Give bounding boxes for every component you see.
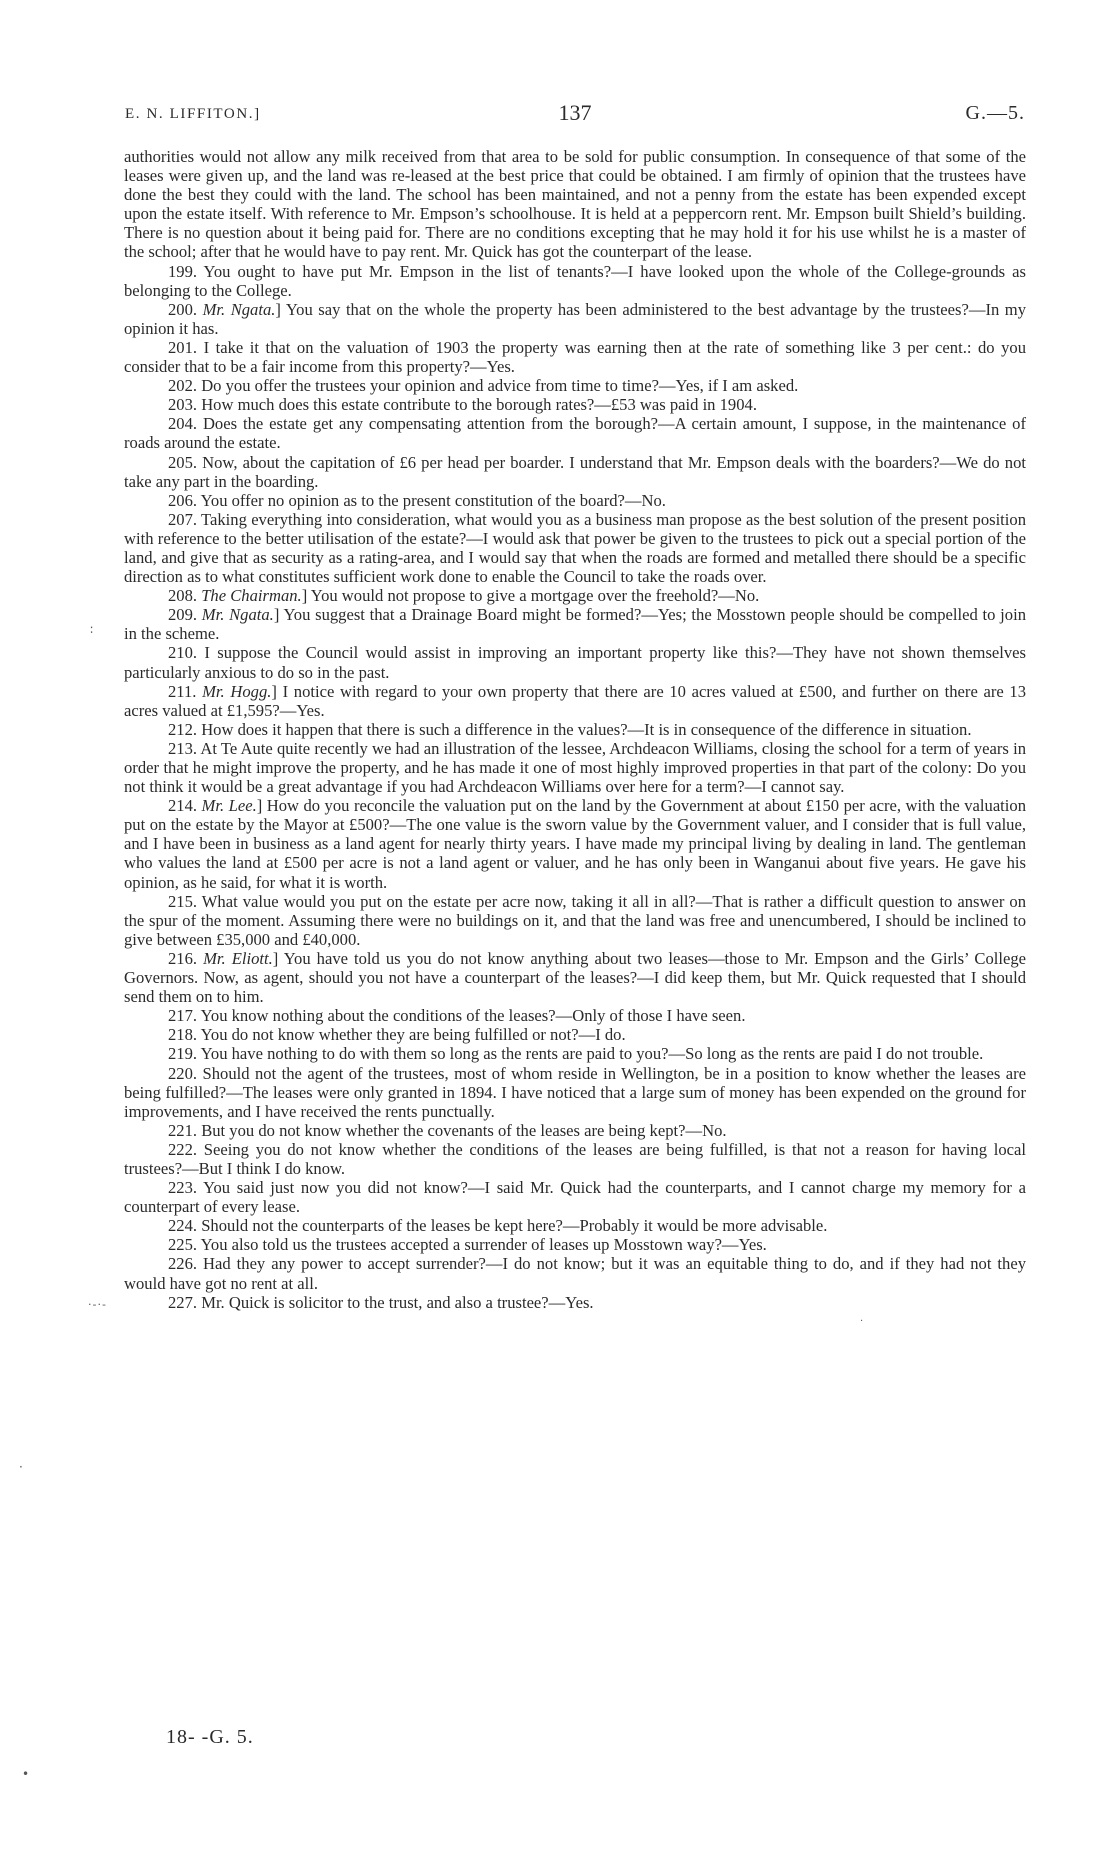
testimony-paragraph (124, 453, 1026, 491)
testimony-paragraph (124, 892, 1026, 949)
speaker-name: Mr. Ngata. (202, 299, 276, 319)
paragraph-text: ] You would not propose to give a mortgage over the freehold?—No. (301, 586, 760, 606)
testimony-paragraph (124, 491, 1026, 510)
margin-mark-icon: · (860, 1316, 864, 1327)
testimony-paragraph (124, 1025, 1026, 1044)
testimony-paragraph (124, 1178, 1026, 1216)
paragraph-text: 203. How much does this estate contribute to the borough rates?—£53 was paid in 1904. (168, 395, 757, 415)
paragraph-text: 224. Should not the counterparts of the leases be kept here?—Probably it would be more advisable. (168, 1216, 828, 1236)
testimony-paragraph (124, 586, 1026, 605)
margin-mark-icon: ·-·- (88, 1298, 107, 1311)
paragraph-text: ] You have told us you do not know anything about two leases—those to Mr. Empson and the Girls’ College Governors. Now, as agent, should you not have a counterpart of the leases?—I did keep them, but Mr. Quick requested that I should send them on to him. (124, 948, 1027, 1007)
speaker-name: Mr. Eliott. (203, 948, 273, 968)
paragraph-text: 209. (168, 605, 202, 625)
paragraph-text: 226. Had they any power to accept surrender?—I do not know; but it was an equitable thing to do, and if they had not they would have got no rent at all. (124, 1254, 1026, 1293)
paragraph-text: 213. At Te Aute quite recently we had an illustration of the lessee, Archdeacon Williams, closing the school for a term of years in order that he might improve the property, and he has made it one of most highly improved properties in that part of the colony: Do you not think it would be a great advantage if you had Archdeacon Williams over here for a term?—I cannot say. (124, 738, 1026, 797)
paragraph-text: 205. Now, about the capitation of £6 per head per boarder. I understand that Mr. Empson deals with the boarders?—We do not take any part in the boarding. (124, 452, 1026, 491)
sheet-signature: 18- -G. 5. (166, 1726, 254, 1748)
paragraph-text: ] You suggest that a Drainage Board might be formed?—Yes; the Mosstown people should be compelled to join in the scheme. (124, 605, 1026, 644)
paragraph-text: 216. (168, 948, 204, 968)
paragraph-text: 208. (168, 586, 202, 606)
testimony-paragraph (124, 1064, 1026, 1121)
paragraph-text: 214. (168, 796, 202, 816)
paragraph-text: 225. You also told us the trustees accepted a surrender of leases up Mosstown way?—Yes. (168, 1235, 767, 1255)
document-reference: G.—5. (965, 102, 1025, 124)
testimony-paragraph (124, 796, 1026, 891)
margin-mark-icon: ∶ (90, 623, 94, 637)
paragraph-text: 204. Does the estate get any compensating attention from the borough?—A certain amount, I suppose, in the maintenance of roads around the estate. (124, 414, 1026, 453)
testimony-paragraph (124, 510, 1026, 586)
paragraph-text: ] How do you reconcile the valuation put on the land by the Government at about £150 per acre, with the valuation put on the estate by the Mayor at £500?—The one value is the sworn value by the Government valuer, and I consider that is full value, and I have been in business as a land agent for nearly thirty years. I have made my principal living by dealing in land. The gentleman who values the land at £500 per acre is not a land agent or valuer, and he has only been in Wanganui about five years. He gave his opinion, as he said, for what it is worth. (124, 796, 1026, 892)
paragraph-text: ] I notice with regard to your own property that there are 10 acres valued at £500, and further on there are 13 acres valued at £1,595?—Yes. (124, 681, 1027, 720)
page-header (125, 100, 1025, 130)
testimony-paragraph (124, 1293, 1026, 1312)
testimony-paragraph (124, 414, 1026, 452)
speaker-name: The Chairman. (201, 586, 302, 606)
testimony-paragraph (124, 300, 1026, 338)
paragraph-text: ] You say that on the whole the property has been administered to the best advantage by the trustees?—In my opinion it has. (124, 299, 1027, 338)
testimony-paragraph (124, 1044, 1026, 1063)
testimony-paragraph (124, 739, 1026, 796)
testimony-paragraph (124, 1140, 1026, 1178)
paragraph-text: 210. I suppose the Council would assist in improving an important property like this?—They have not shown themselves particularly anxious to do so in the past. (124, 643, 1026, 682)
paragraph-text: 206. You offer no opinion as to the present constitution of the board?—No. (168, 490, 666, 510)
testimony-paragraph (124, 682, 1026, 720)
paragraph-text: 223. You said just now you did not know?—I said Mr. Quick had the counterparts, and I cannot charge my memory for a counterpart of every lease. (124, 1178, 1026, 1217)
testimony-paragraph (124, 147, 1026, 262)
testimony-paragraph (124, 395, 1026, 414)
speaker-name: Mr. Lee. (201, 796, 257, 816)
paragraph-text: 220. Should not the agent of the trustees, most of whom reside in Wellington, be in a position to know whether the leases are being fulfilled?—The leases were only granted in 1894. I have noticed that a large sum of money has been expended on the ground for improvements, and I have received the rents punctually. (124, 1063, 1026, 1121)
testimony-paragraph (124, 1254, 1026, 1292)
paragraph-text: 200. (168, 299, 203, 319)
page-number: 137 (558, 100, 592, 125)
paragraph-text: 207. Taking everything into consideration, what would you as a business man propose as the best solution of the present position with reference to the better utilisation of the estate?—I would ask that power be given to the trustees to pick out a special portion of the land, and give that as security as a rating-area, and I would say that when the roads are formed and metalled there should be a specific direction as to what constitutes sufficient work done to enable the Council to take the roads over. (124, 509, 1026, 587)
testimony-paragraph (124, 720, 1026, 739)
paragraph-text: 222. Seeing you do not know whether the conditions of the leases are being fulfilled, is that not a reason for having local trustees?—But I think I do know. (124, 1139, 1026, 1178)
testimony-paragraph (124, 643, 1026, 681)
paragraph-text: 219. You have nothing to do with them so long as the rents are paid to you?—So long as the rents are paid I do not trouble. (168, 1044, 984, 1064)
testimony-paragraph (124, 1121, 1026, 1140)
speaker-name: Mr. Ngata. (201, 605, 274, 625)
margin-mark-icon: · (19, 1460, 23, 1474)
margin-mark-icon: • (22, 1767, 30, 1781)
testimony-paragraph (124, 1006, 1026, 1025)
paragraph-text: 211. (168, 681, 203, 701)
testimony-paragraph (124, 1216, 1026, 1235)
paragraph-text: 199. You ought to have put Mr. Empson in the list of tenants?—I have looked upon the whole of the College-grounds as belonging to the College. (124, 261, 1026, 300)
paragraph-text: 215. What value would you put on the estate per acre now, taking it all in all?—That is rather a difficult question to answer on the spur of the moment. Assuming there were no buildings on it, and that the land was free and unencumbered, I should be inclined to give between £35,000 and £40,000. (124, 891, 1026, 949)
paragraph-text: 217. You know nothing about the conditions of the leases?—Only of those I have seen. (168, 1006, 746, 1026)
testimony-paragraph (124, 262, 1026, 300)
paragraph-text: 212. How does it happen that there is such a difference in the values?—It is in consequence of the difference in situation. (168, 719, 972, 739)
testimony-paragraph (124, 376, 1026, 395)
testimony-body (124, 147, 1026, 1312)
testimony-paragraph (124, 949, 1026, 1006)
paragraph-text: 218. You do not know whether they are being fulfilled or not?—I do. (168, 1025, 626, 1045)
paragraph-text: 202. Do you offer the trustees your opinion and advice from time to time?—Yes, if I am asked. (168, 376, 799, 396)
speaker-name: Mr. Hogg. (202, 681, 272, 701)
testimony-paragraph (124, 338, 1026, 376)
header-witness-name: E. N. LIFFITON.] (125, 106, 261, 122)
paragraph-text: 227. Mr. Quick is solicitor to the trust, and also a trustee?—Yes. (168, 1292, 594, 1312)
testimony-paragraph (124, 605, 1026, 643)
testimony-paragraph (124, 1235, 1026, 1254)
paragraph-text: authorities would not allow any milk received from that area to be sold for public consumption. In consequence of that some of the leases were given up, and the land was re-leased at the best price that could be obtained. I am firmly of opinion that the trustees have done the best they could with the land. The school has been maintained, and not a penny from the estate has been expended except upon the estate itself. With reference to Mr. Empson’s schoolhouse. It is held at a peppercorn rent. Mr. Empson built Shield’s building. There is no question about it being paid for. There are no conditions excepting that he may hold it for his use whilst he is a master of the school; after that he would have to pay rent. Mr. Quick has got the counterpart of the lease. (124, 147, 1026, 262)
paragraph-text: 221. But you do not know whether the covenants of the leases are being kept?—No. (168, 1120, 727, 1140)
paragraph-text: 201. I take it that on the valuation of 1903 the property was earning then at the rate of something like 3 per cent.: do you consider that to be a fair income from this property?—Yes. (124, 337, 1026, 377)
